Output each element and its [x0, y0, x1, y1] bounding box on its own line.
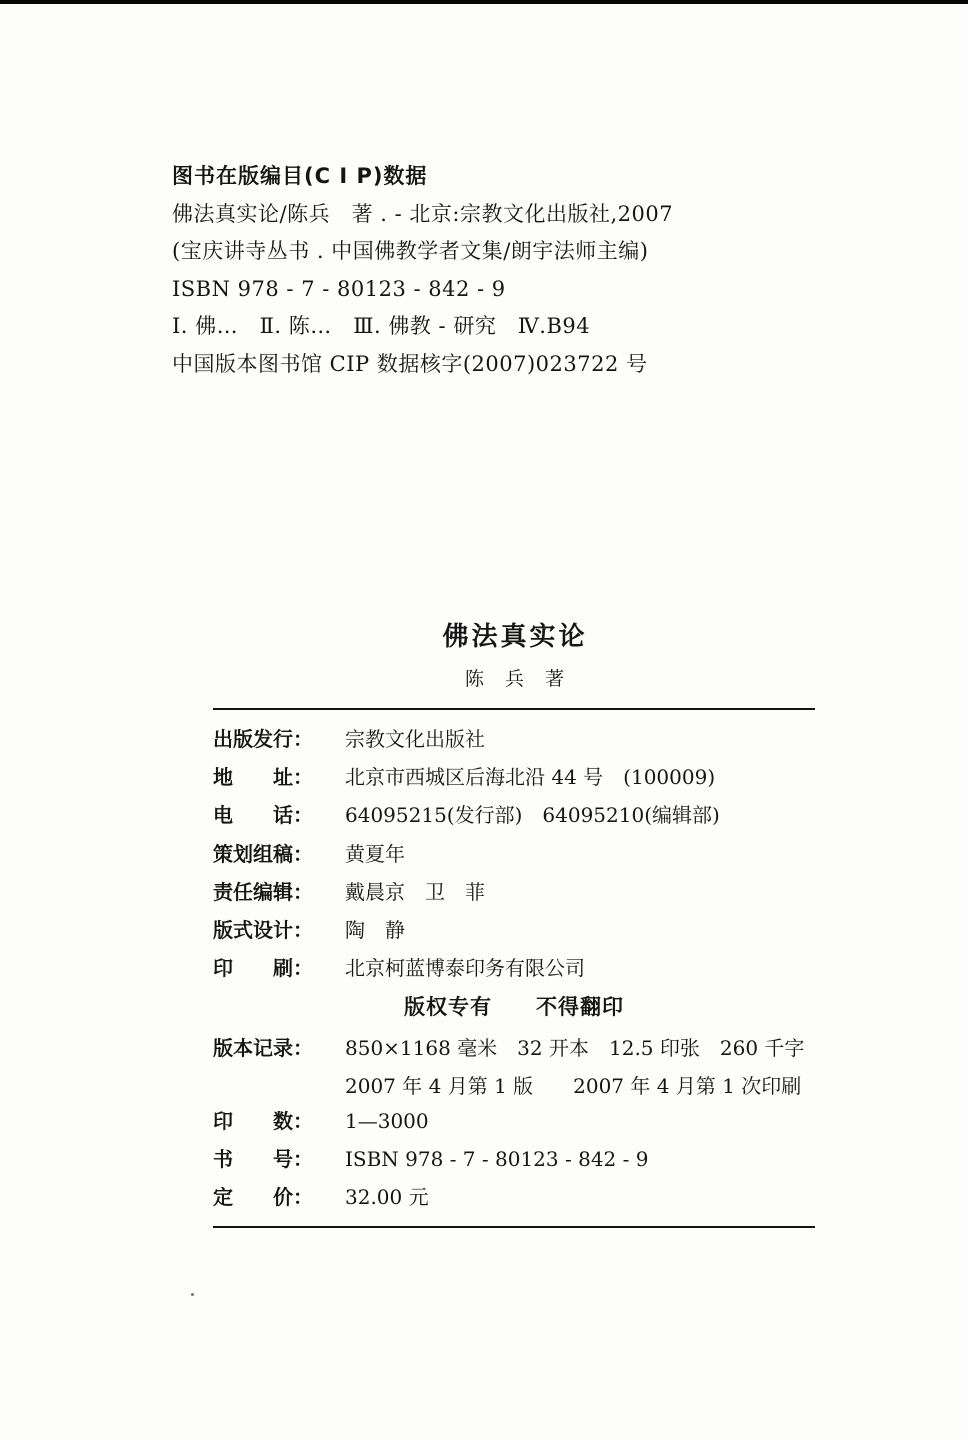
row-address	[213, 761, 815, 799]
row-telephone-value: 64095215(发行部) 64095210(编辑部)	[345, 803, 720, 828]
cip-line-isbn: ISBN 978 - 7 - 80123 - 842 - 9	[172, 276, 506, 301]
row-responsible-editor-value: 戴晨京 卫 菲	[345, 879, 485, 904]
row-print-run-value: 1—3000	[345, 1108, 429, 1133]
cip-line-series: (宝庆讲寺丛书 . 中国佛教学者文集/朗宇法师主编)	[172, 239, 649, 263]
cip-data-block	[172, 158, 812, 383]
copyright-notice: 版权专有 不得翻印	[404, 995, 624, 1020]
row-address-label: 地 址：	[213, 765, 313, 790]
row-price-label: 定 价：	[213, 1185, 313, 1210]
row-layout-designer-value: 陶 静	[345, 917, 405, 942]
row-isbn	[213, 1143, 815, 1181]
row-price	[213, 1181, 815, 1219]
row-isbn-label: 书 号：	[213, 1147, 313, 1172]
row-responsible-editor	[213, 876, 815, 914]
row-address-value: 北京市西城区后海北沿 44 号 (100009)	[345, 765, 716, 790]
cip-line-registry-number: 中国版本图书馆 CIP 数据核字(2007)023722 号	[172, 351, 648, 376]
row-print-run	[213, 1105, 815, 1143]
row-printer	[213, 952, 815, 990]
row-telephone-label: 电 话：	[213, 803, 313, 828]
row-publisher-label: 出版发行：	[213, 727, 313, 751]
edition-record-format: 850×1168 毫米 32 开本 12.5 印张 260 千字	[345, 1035, 805, 1060]
row-publisher-value: 宗教文化出版社	[345, 727, 485, 751]
row-planning-editor-label: 策划组稿：	[213, 841, 313, 866]
colophon-table	[213, 708, 815, 1228]
row-edition-record	[213, 1029, 815, 1105]
row-planning-editor	[213, 838, 815, 876]
row-print-run-label: 印 数：	[213, 1108, 313, 1133]
row-edition-record-value	[345, 1029, 804, 1105]
row-publisher	[213, 723, 815, 761]
row-edition-record-label: 版本记录：	[213, 1035, 313, 1060]
row-price-value: 32.00 元	[345, 1185, 429, 1210]
cip-line-classification: Ⅰ. 佛… Ⅱ. 陈… Ⅲ. 佛教 - 研究 Ⅳ.B94	[172, 314, 591, 338]
book-author: 陈 兵 著	[464, 668, 565, 690]
title-block	[215, 616, 815, 691]
cip-line-title-author: 佛法真实论/陈兵 著 . - 北京:宗教文化出版社,2007	[172, 201, 674, 226]
row-responsible-editor-label: 责任编辑：	[213, 879, 313, 904]
row-telephone	[213, 799, 815, 837]
row-layout-designer-label: 版式设计：	[213, 917, 313, 942]
row-planning-editor-value: 黄夏年	[345, 841, 405, 866]
cip-heading: 图书在版编目(C I P)数据	[172, 164, 428, 188]
edition-record-printing: 2007 年 4 月第 1 版 2007 年 4 月第 1 次印刷	[345, 1073, 802, 1098]
row-printer-value: 北京柯蓝博泰印务有限公司	[345, 956, 585, 981]
row-isbn-value: ISBN 978 - 7 - 80123 - 842 - 9	[345, 1147, 649, 1172]
book-title: 佛法真实论	[442, 622, 588, 652]
row-layout-designer	[213, 914, 815, 952]
row-printer-label: 印 刷：	[213, 956, 313, 981]
scan-speck-artifact	[191, 1293, 194, 1296]
scan-edge-artifact	[0, 0, 968, 4]
